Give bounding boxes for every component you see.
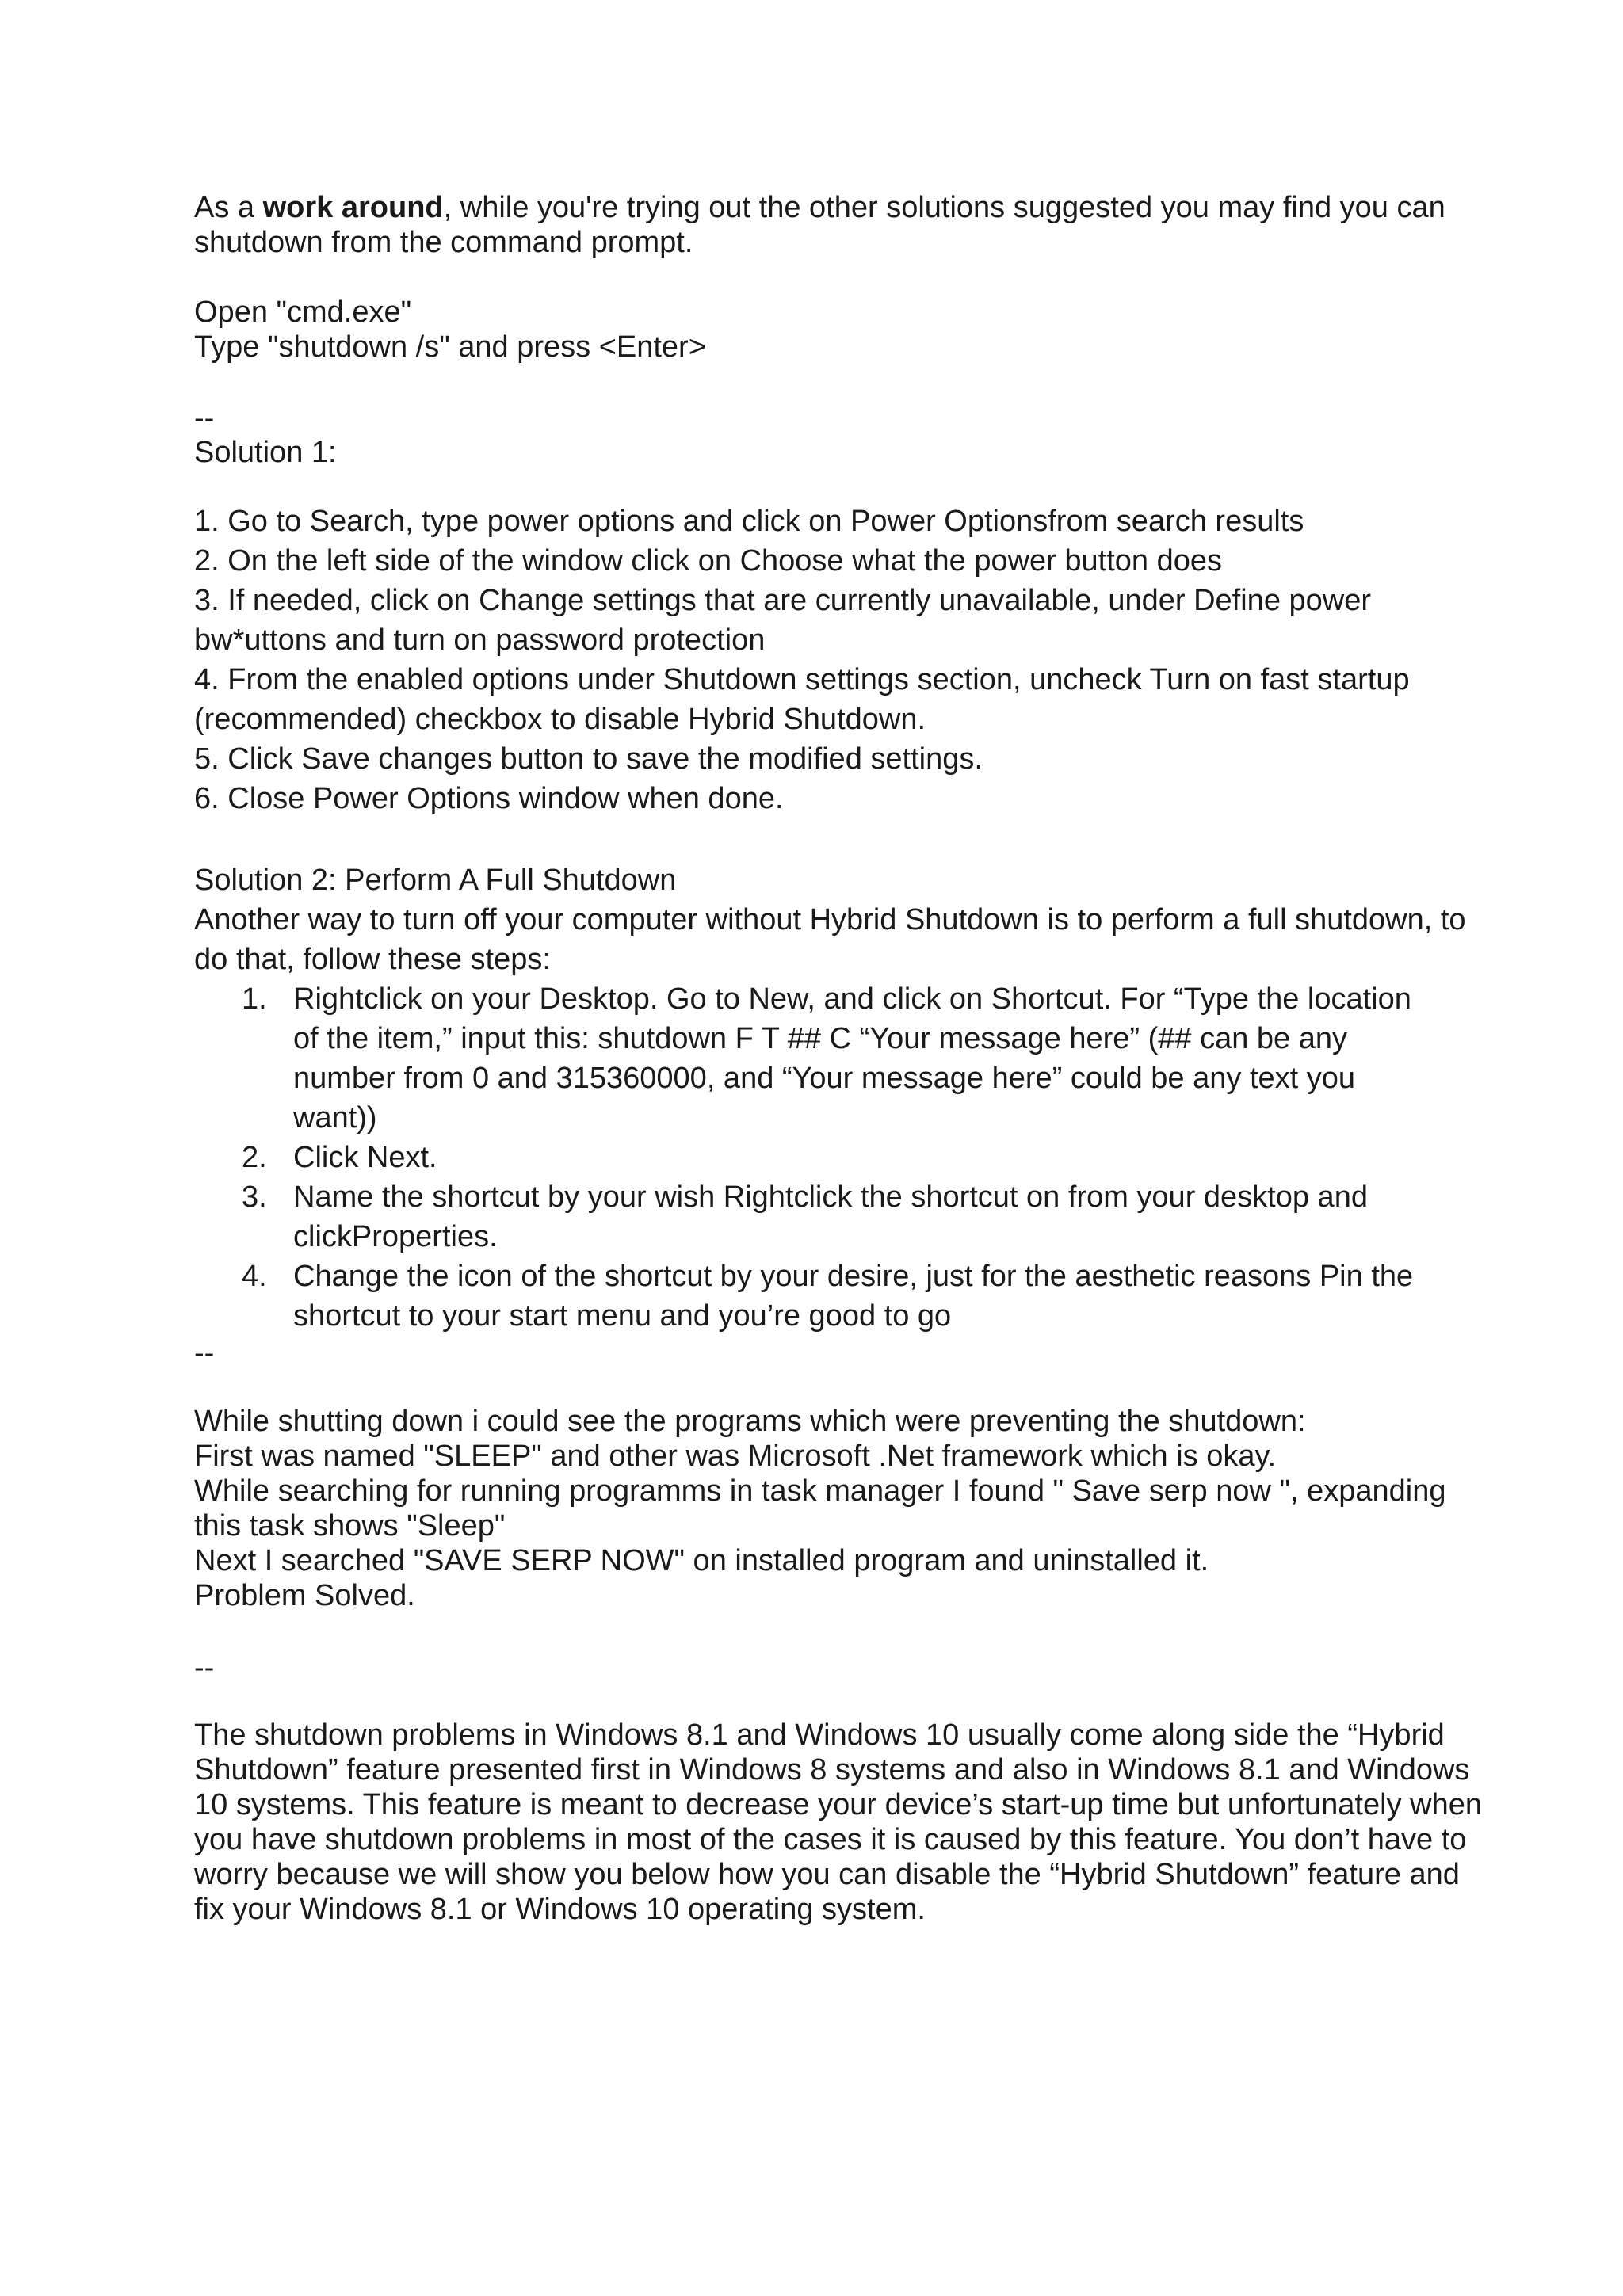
cmd-line: Type "shutdown /s" and press <Enter> [194,330,706,364]
separator: -- [194,402,215,435]
solution2-intro: Another way to turn off your computer without Hybrid Shutdown is to perform a full shutdown, to do that, follow these steps: [194,903,1466,976]
solution1-step: 4. From the enabled options under Shutdown settings section, uncheck Turn on fast startup (recommended) checkbox to disable Hybrid Shutdown. [194,663,1410,736]
step-text: Change the icon of the shortcut by your desire, just for the aesthetic reasons Pin the shortcut to your start menu and you’re good to go [293,1260,1414,1333]
cmd-instructions [194,295,1494,364]
closing-paragraph: The shutdown problems in Windows 8.1 and Windows 10 usually come along side the “Hybrid Shutdown” feature presented first in Windows 8 systems and also in Windows 8.1 and Windows 10 systems. This feature is meant to decrease your device’s start-up time but unfortunately when you have shutdown problems in most of the cases it is caused by this feature. You don’t have to worry because we will show you below how you can disable the “Hybrid Shutdown” feature and fix your Windows 8.1 or Windows 10 operating system. [194,1718,1482,1926]
solution1-step: 2. On the left side of the window click on Choose what the power button does [194,544,1222,578]
solution2-steps [194,979,1430,1336]
separator: -- [194,1337,215,1370]
separator: -- [194,1651,215,1684]
intro-suffix: , while you're trying out the other solutions suggested you may find you can shutdown from the command prompt. [194,191,1445,259]
solution1-step: 1. Go to Search, type power options and click on Power Optionsfrom search results [194,505,1304,538]
intro-prefix: As a [194,191,263,224]
story-line: While shutting down i could see the programs which were preventing the shutdown: [194,1405,1306,1438]
cmd-line: Open "cmd.exe" [194,296,412,329]
solution2-header [194,860,1494,979]
step-number: 1. [242,982,267,1016]
step-text: Click Next. [293,1141,437,1174]
solution2-step [194,1257,1430,1336]
story-line: Next I searched "SAVE SERP NOW" on installed program and uninstalled it. [194,1544,1209,1577]
solution1-step: 5. Click Save changes button to save the modified settings. [194,742,983,776]
solution1-step: 6. Close Power Options window when done. [194,782,784,815]
solution1-heading: Solution 1: [194,436,337,469]
solution1-step: 3. If needed, click on Change settings that are currently unavailable, under Define power bw*uttons and turn on password protection [194,584,1372,657]
step-text: Name the shortcut by your wish Rightclick the shortcut on from your desktop and clickProperties. [293,1180,1368,1253]
solution2-step [194,1138,1430,1177]
intro-bold: work around [262,191,444,224]
solution2-step [194,1177,1430,1257]
step-number: 2. [242,1141,267,1174]
story-line: Problem Solved. [194,1579,415,1612]
intro-paragraph [194,190,1494,260]
solution2-heading: Solution 2: Perform A Full Shutdown [194,864,677,897]
story-line: While searching for running programms in task manager I found " Save serp now ", expanding this task shows "Sleep" [194,1474,1446,1543]
solution1-steps [194,502,1494,818]
solution2-step [194,979,1430,1138]
step-number: 3. [242,1180,267,1214]
step-number: 4. [242,1260,267,1293]
step-text: Rightclick on your Desktop. Go to New, and click on Shortcut. For “Type the location of the item,” input this: shutdown F T ## C “Your message here” (## can be any number from 0 and 315360000, and “Your message here” could be any text you want)) [293,982,1411,1135]
user-story [194,1404,1494,1613]
story-line: First was named "SLEEP" and other was Microsoft .Net framework which is okay. [194,1440,1277,1473]
